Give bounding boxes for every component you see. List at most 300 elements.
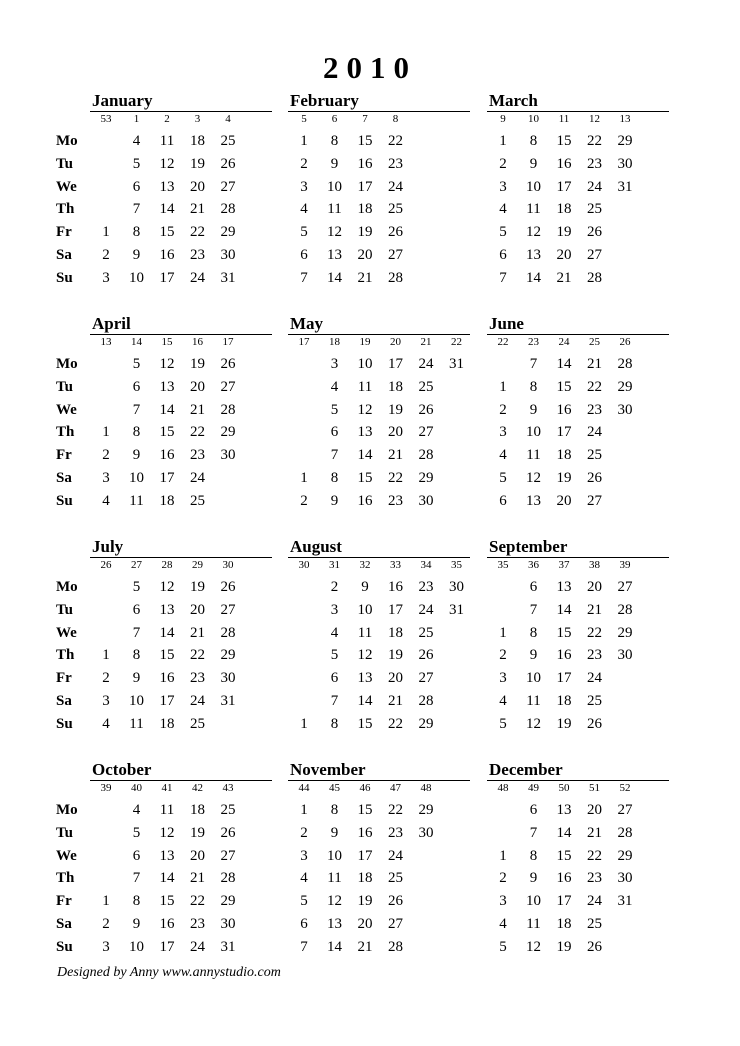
day-cell: 6 xyxy=(132,178,141,195)
day-cell: 8 xyxy=(132,893,141,910)
day-cell: 29 xyxy=(617,378,633,395)
day-cell: 8 xyxy=(529,847,538,864)
day-cell: 12 xyxy=(357,401,373,418)
day-cell: 15 xyxy=(357,715,373,732)
day-cell: 5 xyxy=(300,893,308,910)
day-cell: 29 xyxy=(220,893,236,910)
day-cell: 23 xyxy=(587,870,602,887)
day-cell: 15 xyxy=(556,133,572,149)
day-cell: 10 xyxy=(526,178,541,195)
weekday-label: We xyxy=(56,624,77,641)
day-cell: 3 xyxy=(330,601,339,618)
day-cell: 8 xyxy=(132,424,141,441)
month-april xyxy=(90,314,272,514)
day-cell: 6 xyxy=(132,601,141,618)
day-cell: 23 xyxy=(418,579,434,595)
weekday-label: Tu xyxy=(56,601,73,618)
day-cell: 20 xyxy=(190,847,205,864)
day-cell: 6 xyxy=(330,670,339,687)
month-divider xyxy=(487,334,669,335)
day-cell: 20 xyxy=(556,247,572,263)
day-cell: 30 xyxy=(220,916,236,932)
month-divider xyxy=(90,780,272,781)
week-number: 36 xyxy=(528,559,539,571)
week-number: 22 xyxy=(451,336,462,348)
week-number: 45 xyxy=(329,782,340,794)
week-number: 24 xyxy=(558,336,570,348)
weekday-label: Su xyxy=(56,269,73,286)
week-number: 26 xyxy=(100,559,112,571)
weekday-label: Sa xyxy=(56,470,72,486)
day-cell: 9 xyxy=(330,824,339,841)
day-cell: 23 xyxy=(190,670,205,687)
day-cell: 29 xyxy=(617,133,633,149)
day-cell: 30 xyxy=(617,870,633,887)
day-cell: 10 xyxy=(129,269,144,286)
day-cell: 14 xyxy=(327,269,342,286)
day-cell: 5 xyxy=(300,224,308,241)
day-cell: 26 xyxy=(220,824,236,841)
week-number: 9 xyxy=(500,113,506,125)
day-cell: 4 xyxy=(499,693,507,709)
day-cell: 26 xyxy=(418,401,434,418)
week-number: 17 xyxy=(298,336,310,348)
week-number: 48 xyxy=(420,782,432,794)
day-cell: 2 xyxy=(300,824,308,841)
designer-credit: Designed by Anny www.annystudio.com xyxy=(57,965,281,980)
week-number: 35 xyxy=(497,559,509,571)
day-cell: 17 xyxy=(159,470,175,486)
weekday-label: Th xyxy=(56,647,75,664)
day-cell: 15 xyxy=(159,647,175,664)
day-cell: 17 xyxy=(159,269,175,286)
week-number: 14 xyxy=(131,336,142,348)
day-cell: 2 xyxy=(499,401,507,418)
day-cell: 3 xyxy=(102,269,110,286)
day-cell: 21 xyxy=(190,401,205,418)
month-november xyxy=(288,760,470,960)
day-cell: 1 xyxy=(300,133,308,149)
month-divider xyxy=(288,334,470,335)
day-cell: 20 xyxy=(357,916,373,932)
day-cell: 3 xyxy=(499,424,507,441)
day-cell: 8 xyxy=(132,224,141,241)
day-cell: 4 xyxy=(499,916,507,932)
day-cell: 9 xyxy=(361,579,369,595)
day-cell: 26 xyxy=(587,938,602,955)
day-cell: 12 xyxy=(526,938,541,955)
day-cell: 28 xyxy=(220,870,236,887)
day-cell: 5 xyxy=(132,579,141,595)
day-cell: 9 xyxy=(132,447,141,464)
day-cell: 18 xyxy=(190,133,205,149)
week-number: 49 xyxy=(528,782,539,794)
day-cell: 23 xyxy=(190,447,205,464)
day-cell: 31 xyxy=(220,693,236,709)
day-cell: 9 xyxy=(529,401,538,418)
day-cell: 26 xyxy=(388,224,403,241)
day-cell: 15 xyxy=(357,802,373,818)
day-cell: 9 xyxy=(132,247,141,263)
day-cell: 4 xyxy=(132,133,141,149)
day-cell: 25 xyxy=(190,492,205,509)
day-cell: 25 xyxy=(587,693,602,709)
day-cell: 18 xyxy=(190,802,205,818)
week-number: 34 xyxy=(420,559,432,571)
day-cell: 10 xyxy=(129,470,144,486)
day-cell: 5 xyxy=(330,647,339,664)
month-june xyxy=(487,314,669,514)
day-cell: 27 xyxy=(220,178,236,195)
day-cell: 3 xyxy=(499,178,507,195)
day-cell: 29 xyxy=(617,847,633,864)
month-march xyxy=(487,91,669,291)
day-cell: 24 xyxy=(587,424,602,441)
day-cell: 7 xyxy=(132,624,141,641)
day-cell: 5 xyxy=(499,224,507,241)
day-cell: 15 xyxy=(556,378,572,395)
day-cell: 29 xyxy=(418,470,434,486)
month-name: September xyxy=(489,537,568,556)
day-cell: 23 xyxy=(388,492,403,509)
day-cell: 22 xyxy=(587,847,602,864)
day-cell: 28 xyxy=(388,269,403,286)
day-cell: 1 xyxy=(102,224,110,241)
day-cell: 27 xyxy=(617,802,633,818)
day-cell: 9 xyxy=(132,670,141,687)
day-cell: 21 xyxy=(190,624,205,641)
weekday-label: Su xyxy=(56,938,73,955)
week-number: 51 xyxy=(589,782,600,794)
day-cell: 10 xyxy=(327,178,342,195)
day-cell: 13 xyxy=(327,247,342,263)
day-cell: 14 xyxy=(556,356,572,372)
day-cell: 21 xyxy=(587,356,602,372)
week-number: 40 xyxy=(131,782,142,794)
day-cell: 28 xyxy=(587,269,602,286)
day-cell: 30 xyxy=(418,492,434,509)
week-number: 3 xyxy=(194,113,201,125)
day-cell: 7 xyxy=(529,824,538,841)
day-cell: 21 xyxy=(587,824,602,841)
day-cell: 26 xyxy=(388,893,403,910)
month-divider xyxy=(90,111,272,112)
day-cell: 7 xyxy=(499,269,507,286)
day-cell: 19 xyxy=(357,224,373,241)
weekday-label: Su xyxy=(56,715,73,732)
day-cell: 14 xyxy=(556,824,572,841)
day-cell: 12 xyxy=(159,579,175,595)
day-cell: 9 xyxy=(330,155,339,172)
day-cell: 15 xyxy=(159,893,175,910)
day-cell: 21 xyxy=(388,693,403,709)
day-cell: 22 xyxy=(190,893,205,910)
day-cell: 4 xyxy=(499,201,507,218)
week-number: 48 xyxy=(497,782,509,794)
day-cell: 7 xyxy=(529,601,538,618)
day-cell: 3 xyxy=(300,178,308,195)
day-cell: 17 xyxy=(388,601,403,618)
day-cell: 16 xyxy=(159,670,175,687)
week-number: 44 xyxy=(298,782,310,794)
day-cell: 1 xyxy=(300,470,308,486)
day-cell: 19 xyxy=(556,715,572,732)
week-number: 6 xyxy=(331,113,338,125)
day-cell: 2 xyxy=(330,579,339,595)
day-cell: 13 xyxy=(357,424,373,441)
day-cell: 12 xyxy=(526,715,541,732)
day-cell: 4 xyxy=(300,870,308,887)
day-cell: 29 xyxy=(418,715,434,732)
day-cell: 20 xyxy=(587,579,602,595)
day-cell: 4 xyxy=(132,802,141,818)
day-cell: 20 xyxy=(388,670,403,687)
day-cell: 17 xyxy=(388,356,403,372)
week-number: 26 xyxy=(619,336,631,348)
day-cell: 8 xyxy=(330,802,339,818)
week-number: 22 xyxy=(497,336,509,348)
week-number: 43 xyxy=(222,782,234,794)
day-cell: 17 xyxy=(159,693,175,709)
day-cell: 12 xyxy=(327,224,342,241)
day-cell: 11 xyxy=(129,492,144,509)
day-cell: 20 xyxy=(357,247,373,263)
day-cell: 25 xyxy=(388,870,403,887)
weekday-label: Th xyxy=(56,424,75,441)
week-number: 16 xyxy=(192,336,203,348)
day-cell: 27 xyxy=(220,601,236,618)
day-cell: 7 xyxy=(300,938,308,955)
day-cell: 16 xyxy=(556,647,572,664)
day-cell: 2 xyxy=(499,870,507,887)
day-cell: 7 xyxy=(330,693,339,709)
week-number: 17 xyxy=(222,336,234,348)
day-cell: 26 xyxy=(220,356,236,372)
day-cell: 28 xyxy=(617,601,633,618)
week-number: 37 xyxy=(558,559,570,571)
day-cell: 22 xyxy=(388,802,403,818)
day-cell: 18 xyxy=(159,715,175,732)
day-cell: 17 xyxy=(159,938,175,955)
weekday-label: Fr xyxy=(56,224,72,241)
day-cell: 13 xyxy=(556,802,572,818)
day-cell: 26 xyxy=(220,579,236,595)
month-september xyxy=(487,537,669,737)
month-february xyxy=(288,91,470,291)
day-cell: 2 xyxy=(300,155,308,172)
day-cell: 22 xyxy=(388,470,403,486)
day-cell: 2 xyxy=(102,670,110,687)
day-cell: 1 xyxy=(499,847,507,864)
week-number: 33 xyxy=(390,559,401,571)
week-number: 46 xyxy=(359,782,371,794)
weekday-label: Tu xyxy=(56,824,73,841)
day-cell: 14 xyxy=(526,269,541,286)
day-cell: 21 xyxy=(388,447,403,464)
week-number: 50 xyxy=(558,782,570,794)
day-cell: 15 xyxy=(357,470,373,486)
day-cell: 7 xyxy=(132,401,141,418)
day-cell: 7 xyxy=(132,201,141,218)
day-cell: 28 xyxy=(388,938,403,955)
week-number: 13 xyxy=(100,336,112,348)
day-cell: 17 xyxy=(357,847,373,864)
day-cell: 21 xyxy=(587,601,602,618)
day-cell: 12 xyxy=(159,155,175,172)
day-cell: 10 xyxy=(129,693,144,709)
week-number: 4 xyxy=(225,113,231,125)
day-cell: 25 xyxy=(220,133,236,149)
weekday-label: Mo xyxy=(56,356,78,372)
month-divider xyxy=(288,557,470,558)
week-number: 30 xyxy=(298,559,310,571)
day-cell: 22 xyxy=(388,715,403,732)
month-name: March xyxy=(489,91,538,110)
month-december xyxy=(487,760,669,960)
day-cell: 23 xyxy=(388,824,403,841)
day-cell: 29 xyxy=(220,424,236,441)
weekday-label: Mo xyxy=(56,579,78,595)
day-cell: 25 xyxy=(418,378,434,395)
day-cell: 31 xyxy=(220,269,236,286)
weekday-label: Tu xyxy=(56,378,73,395)
day-cell: 16 xyxy=(556,155,572,172)
day-cell: 20 xyxy=(587,802,602,818)
day-cell: 6 xyxy=(529,802,538,818)
day-cell: 23 xyxy=(587,401,602,418)
day-cell: 17 xyxy=(357,178,373,195)
month-name: December xyxy=(489,760,563,779)
day-cell: 10 xyxy=(526,893,541,910)
day-cell: 1 xyxy=(499,624,507,641)
day-cell: 21 xyxy=(357,938,373,955)
day-cell: 26 xyxy=(418,647,434,664)
day-cell: 19 xyxy=(190,579,205,595)
day-cell: 8 xyxy=(330,715,339,732)
week-number: 11 xyxy=(558,113,570,125)
week-number: 10 xyxy=(528,113,539,125)
day-cell: 15 xyxy=(556,847,572,864)
day-cell: 30 xyxy=(449,579,464,595)
day-cell: 24 xyxy=(587,178,602,195)
day-cell: 16 xyxy=(357,824,373,841)
week-number: 2 xyxy=(164,113,170,125)
month-august xyxy=(288,537,470,737)
day-cell: 2 xyxy=(499,647,507,664)
day-cell: 23 xyxy=(388,155,403,172)
day-cell: 16 xyxy=(357,492,373,509)
day-cell: 27 xyxy=(388,916,403,932)
day-cell: 31 xyxy=(449,356,464,372)
day-cell: 22 xyxy=(388,133,403,149)
day-cell: 8 xyxy=(330,470,339,486)
day-cell: 17 xyxy=(556,424,572,441)
day-cell: 11 xyxy=(129,715,144,732)
day-cell: 11 xyxy=(327,870,342,887)
day-cell: 14 xyxy=(357,447,373,464)
day-cell: 3 xyxy=(102,693,110,709)
day-cell: 14 xyxy=(327,938,342,955)
day-cell: 2 xyxy=(102,916,110,932)
day-cell: 19 xyxy=(556,224,572,241)
week-number: 53 xyxy=(100,113,112,125)
weekday-label: Mo xyxy=(56,802,78,818)
day-cell: 17 xyxy=(556,893,572,910)
day-cell: 13 xyxy=(159,378,175,395)
day-cell: 11 xyxy=(526,916,541,932)
day-cell: 25 xyxy=(587,447,602,464)
day-cell: 18 xyxy=(556,693,572,709)
week-number: 23 xyxy=(528,336,539,348)
week-number: 13 xyxy=(619,113,631,125)
week-number: 25 xyxy=(589,336,600,348)
day-cell: 2 xyxy=(300,492,308,509)
day-cell: 16 xyxy=(357,155,373,172)
day-cell: 5 xyxy=(132,155,141,172)
day-cell: 16 xyxy=(159,916,175,932)
day-cell: 27 xyxy=(220,378,236,395)
day-cell: 11 xyxy=(159,133,175,149)
day-cell: 13 xyxy=(327,916,342,932)
week-number: 7 xyxy=(362,113,368,125)
day-cell: 18 xyxy=(159,492,175,509)
day-cell: 9 xyxy=(132,916,141,932)
day-cell: 1 xyxy=(300,715,308,732)
day-cell: 30 xyxy=(418,824,434,841)
day-cell: 20 xyxy=(190,378,205,395)
day-cell: 8 xyxy=(132,647,141,664)
day-cell: 27 xyxy=(617,579,633,595)
day-cell: 1 xyxy=(499,133,507,149)
day-cell: 8 xyxy=(529,378,538,395)
day-cell: 4 xyxy=(102,715,110,732)
day-cell: 12 xyxy=(159,356,175,372)
day-cell: 13 xyxy=(159,601,175,618)
day-cell: 11 xyxy=(357,378,373,395)
day-cell: 31 xyxy=(449,601,464,618)
month-name: October xyxy=(92,760,152,779)
day-cell: 1 xyxy=(300,802,308,818)
day-cell: 3 xyxy=(300,847,308,864)
day-cell: 3 xyxy=(102,470,110,486)
day-cell: 25 xyxy=(220,802,236,818)
weekday-label: Fr xyxy=(56,447,72,464)
day-cell: 18 xyxy=(357,870,373,887)
day-cell: 13 xyxy=(526,247,541,263)
day-cell: 15 xyxy=(159,224,175,241)
day-cell: 30 xyxy=(220,670,236,687)
week-number: 8 xyxy=(392,113,399,125)
week-number: 12 xyxy=(589,113,600,125)
day-cell: 19 xyxy=(388,401,403,418)
day-cell: 16 xyxy=(388,579,403,595)
day-cell: 4 xyxy=(330,378,339,395)
month-july xyxy=(90,537,272,737)
day-cell: 31 xyxy=(220,938,236,955)
day-cell: 4 xyxy=(499,447,507,464)
day-cell: 16 xyxy=(159,447,175,464)
day-cell: 12 xyxy=(526,224,541,241)
day-cell: 26 xyxy=(587,715,602,732)
week-number: 27 xyxy=(131,559,142,571)
day-cell: 25 xyxy=(587,201,602,218)
day-cell: 14 xyxy=(159,624,175,641)
day-cell: 11 xyxy=(526,201,541,218)
month-name: May xyxy=(290,314,324,333)
day-cell: 18 xyxy=(388,378,403,395)
weekday-label: We xyxy=(56,178,77,195)
day-cell: 27 xyxy=(418,424,434,441)
